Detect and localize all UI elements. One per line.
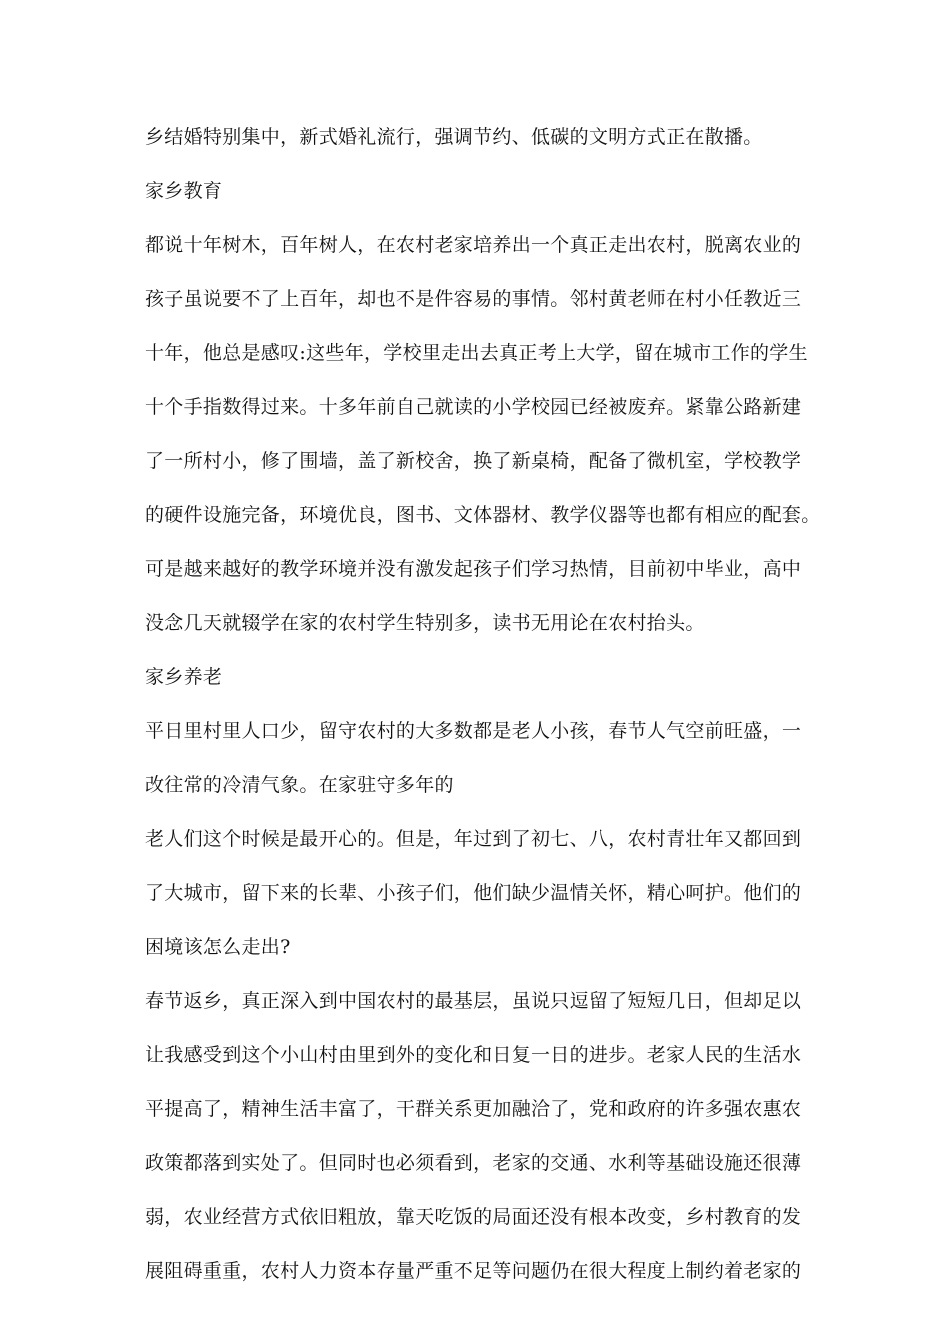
text-line: 平提高了，精神生活丰富了，干群关系更加融洽了，党和政府的许多强农惠农 bbox=[145, 1098, 802, 1120]
section-heading-elderly-care: 家乡养老 bbox=[145, 666, 223, 688]
text-line: 的硬件设施完备，环境优良，图书、文体器材、教学仪器等也都有相应的配套。 bbox=[145, 504, 821, 526]
text-line: 展阻碍重重，农村人力资本存量严重不足等问题仍在很大程度上制约着老家的 bbox=[145, 1260, 802, 1282]
text-line: 让我感受到这个小山村由里到外的变化和日复一日的进步。老家人民的生活水 bbox=[145, 1044, 802, 1066]
text-line: 十个手指数得过来。十多年前自己就读的小学校园已经被废弃。紧靠公路新建 bbox=[145, 396, 802, 418]
text-line: 可是越来越好的教学环境并没有激发起孩子们学习热情，目前初中毕业，高中 bbox=[145, 558, 802, 580]
text-line: 乡结婚特别集中，新式婚礼流行，强调节约、低碳的文明方式正在散播。 bbox=[145, 126, 763, 148]
text-line: 困境该怎么走出? bbox=[145, 936, 291, 958]
text-line: 都说十年树木，百年树人，在农村老家培养出一个真正走出农村，脱离农业的 bbox=[145, 234, 802, 256]
text-line: 十年，他总是感叹:这些年，学校里走出去真正考上大学，留在城市工作的学生 bbox=[145, 342, 808, 364]
text-line: 平日里村里人口少，留守农村的大多数都是老人小孩，春节人气空前旺盛，一 bbox=[145, 720, 802, 742]
section-heading-education: 家乡教育 bbox=[145, 180, 223, 202]
text-line: 老人们这个时候是最开心的。但是，年过到了初七、八，农村青壮年又都回到 bbox=[145, 828, 802, 850]
text-line: 孩子虽说要不了上百年，却也不是件容易的事情。邻村黄老师在村小任教近三 bbox=[145, 288, 802, 310]
text-line: 改往常的冷清气象。在家驻守多年的 bbox=[145, 774, 454, 796]
text-line: 春节返乡，真正深入到中国农村的最基层，虽说只逗留了短短几日，但却足以 bbox=[145, 990, 802, 1012]
text-line: 政策都落到实处了。但同时也必须看到，老家的交通、水利等基础设施还很薄 bbox=[145, 1152, 802, 1174]
text-line: 没念几天就辍学在家的农村学生特别多，读书无用论在农村抬头。 bbox=[145, 612, 705, 634]
text-line: 了一所村小，修了围墙，盖了新校舍，换了新桌椅，配备了微机室，学校教学 bbox=[145, 450, 802, 472]
text-line: 了大城市，留下来的长辈、小孩子们，他们缺少温情关怀，精心呵护。他们的 bbox=[145, 882, 802, 904]
text-line: 弱，农业经营方式依旧粗放，靠天吃饭的局面还没有根本改变，乡村教育的发 bbox=[145, 1206, 802, 1228]
